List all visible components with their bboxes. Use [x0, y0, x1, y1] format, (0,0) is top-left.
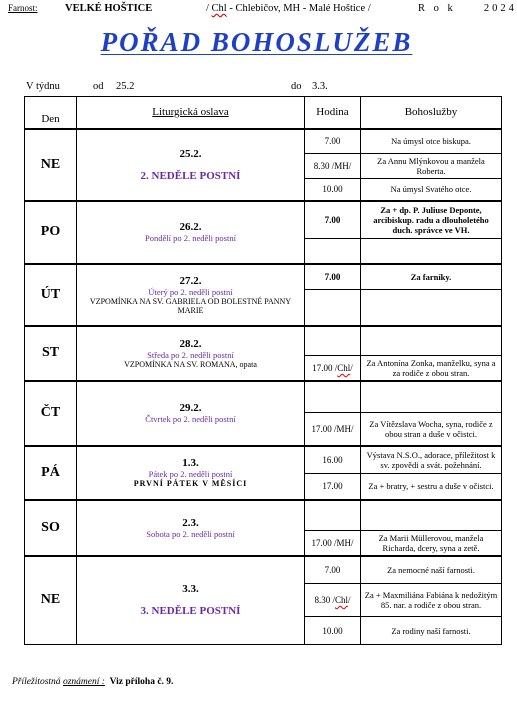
liturgy-cell [77, 129, 305, 201]
table-row [25, 201, 502, 239]
liturgy-cell [77, 201, 305, 264]
liturgy-feast: 3. NEDĚLE POSTNÍ [140, 605, 241, 618]
liturgy-cell [77, 381, 305, 446]
table-row [25, 500, 502, 531]
table-row [25, 381, 502, 413]
service-cell: Za Antonína Zonka, manželku, syna a za rodiče z obou stran. [361, 356, 502, 381]
filial-prefix: / [206, 3, 212, 14]
hour-cell [305, 290, 361, 326]
hour-chl: Chl [334, 595, 348, 605]
liturgy-date: 1.3. [182, 457, 199, 469]
service-cell: Za + bratry, + sestru a duše v očistci. [361, 474, 502, 500]
year-block [418, 3, 517, 14]
service-cell: Výstava N.S.O., adorace, příležitost k sv. zpovědi a svát. požehnání. [361, 446, 502, 474]
header-services: Bohoslužby [361, 97, 502, 129]
hour-cell: 7.00 [305, 201, 361, 239]
hour-cell [305, 239, 361, 264]
header-bar [8, 3, 517, 17]
table-row [25, 556, 502, 584]
service-cell [361, 500, 502, 531]
hour-cell: 17.00 /MH/ [305, 531, 361, 556]
hour-suffix: / [350, 362, 353, 373]
service-cell: Za Marii Müllerovou, manžela Richarda, dcery, syna a zetě. [361, 531, 502, 556]
week-from-label: od [93, 81, 104, 92]
hour-cell: 10.00 [305, 617, 361, 645]
day-cell: ÚT [25, 264, 77, 326]
footer-note [12, 677, 173, 687]
liturgy-cell [77, 556, 305, 645]
filial-rest: - Chlebičov, MH - Malé Hoštice / [226, 3, 371, 14]
service-cell [361, 239, 502, 264]
footer-label-a: Příležitostná [12, 677, 63, 687]
day-cell: ČT [25, 381, 77, 446]
week-to: 3.3. [312, 81, 328, 92]
liturgy-cell [77, 326, 305, 381]
hour-prefix: 17.00 / [312, 362, 338, 373]
hour-prefix: 8.30 / [314, 595, 335, 605]
header-hour: Hodina [305, 97, 361, 129]
hour-cell: 8.30 /MH/ [305, 154, 361, 179]
liturgy-feast: Čtvrtek po 2. neděli postní [145, 414, 236, 424]
liturgy-feast: Úterý po 2. neděli postní [148, 286, 233, 297]
service-cell: Za farníky. [361, 264, 502, 290]
hour-cell: 7.00 [305, 129, 361, 154]
hour-cell [305, 584, 361, 617]
hour-cell [305, 500, 361, 531]
day-cell: NE [25, 556, 77, 645]
parish-name: VELKÉ HOŠTICE [65, 3, 153, 14]
table-row [25, 326, 502, 356]
day-cell: NE [25, 129, 77, 201]
table-row [25, 446, 502, 474]
liturgy-date: 29.2. [179, 402, 202, 414]
filial-chl: Chl [211, 3, 227, 14]
hour-cell: 10.00 [305, 179, 361, 201]
liturgy-memorial: VZPOMÍNKA NA SV. ROMANA, opata [124, 359, 257, 369]
liturgy-cell [77, 264, 305, 326]
hour-cell [305, 356, 361, 381]
hour-cell: 7.00 [305, 556, 361, 584]
hour-cell: 17.00 [305, 474, 361, 500]
table-row [25, 129, 502, 154]
service-cell: Za rodiny naší farnosti. [361, 617, 502, 645]
service-cell: Za nemocné naší farnosti. [361, 556, 502, 584]
liturgy-feast: Pondělí po 2. neděli postní [145, 233, 236, 243]
schedule-table [24, 96, 502, 645]
service-cell: Na úmysl Svatého otce. [361, 179, 502, 201]
day-cell: PO [25, 201, 77, 264]
hour-cell: 16.00 [305, 446, 361, 474]
liturgy-memorial: PRVNÍ PÁTEK V MĚSÍCI [133, 479, 248, 488]
hour-cell: 7.00 [305, 264, 361, 290]
filial-churches [206, 3, 371, 14]
service-cell [361, 326, 502, 356]
service-cell: Za Vítězslava Wocha, syna, rodiče z obou stran a duše v očistci. [361, 413, 502, 446]
hour-suffix: / [348, 595, 351, 605]
table-header-row [25, 97, 502, 129]
service-cell: Za + dp. P. Juliuse Deponte, arcibiskup. radu a dlouholetého duch. správce ve VH. [361, 201, 502, 239]
week-to-label: do [291, 81, 302, 92]
day-cell: ST [25, 326, 77, 381]
liturgy-date: 27.2. [179, 274, 202, 287]
service-cell: Za + Maxmiliána Fabiána k nedožitým 85. nar. a rodiče z obou stran. [361, 584, 502, 617]
liturgy-feast: Středa po 2. neděli postní [147, 349, 234, 360]
service-cell: Na úmysl otce biskupa. [361, 129, 502, 154]
liturgy-date: 3.3. [182, 583, 199, 596]
liturgy-cell [77, 500, 305, 556]
service-cell: Za Annu Mlýnkovou a manžela Roberta. [361, 154, 502, 179]
hour-cell: 17.00 /MH/ [305, 413, 361, 446]
day-cell: PÁ [25, 446, 77, 500]
liturgy-feast: Pátek po 2. neděli postní [148, 469, 233, 479]
liturgy-date: 26.2. [179, 221, 202, 233]
liturgy-date: 2.3. [182, 516, 199, 529]
header-liturgy-text: Liturgická oslava [152, 106, 229, 119]
service-cell [361, 290, 502, 326]
liturgy-memorial: VZPOMÍNKA NA SV. GABRIELA OD BOLESTNÉ PANNY MARIE [89, 296, 292, 315]
week-from: 25.2 [116, 81, 135, 92]
header-day: Den [25, 97, 77, 129]
liturgy-date: 28.2. [179, 337, 202, 350]
week-label: V týdnu [26, 81, 60, 92]
service-cell [361, 381, 502, 413]
header-liturgy [77, 97, 305, 129]
hour-cell [305, 326, 361, 356]
year-value: 2024 [483, 3, 517, 14]
hour-chl: Chl [337, 362, 351, 373]
footer-attachment: Viz příloha č. 9. [109, 677, 174, 687]
liturgy-feast: Sobota po 2. neděli postní [146, 528, 235, 539]
table-row [25, 264, 502, 290]
parish-label: Farnost: [8, 3, 38, 13]
footer-label-b: oznámení : [62, 677, 105, 687]
page-title: POŘAD BOHOSLUŽEB [100, 27, 413, 57]
liturgy-date: 25.2. [179, 147, 202, 160]
liturgy-feast: 2. NEDĚLE POSTNÍ [140, 169, 241, 182]
day-cell: SO [25, 500, 77, 556]
year-label: R o k [418, 3, 456, 14]
liturgy-cell [77, 446, 305, 500]
hour-cell [305, 381, 361, 413]
